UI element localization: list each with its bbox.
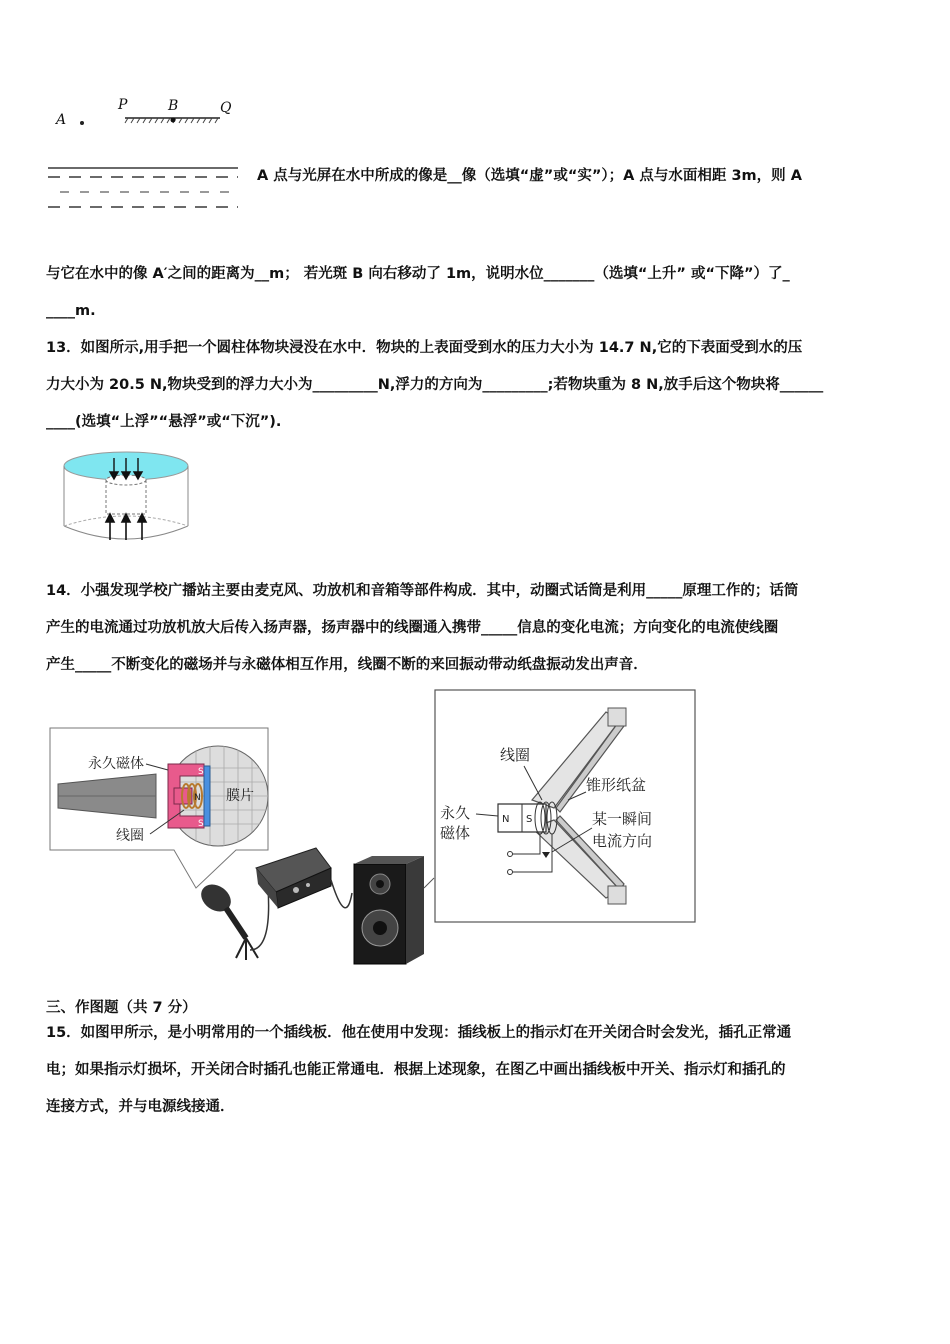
q13-line2: 力大小为 20.5 N,物块受到的浮力大小为_________N,浮力的方向为_________;若物块重为 8 N,放手后这个物块将______ bbox=[46, 377, 824, 393]
point-a-label: A bbox=[56, 112, 67, 128]
mic-magnet-label: 永久磁体 bbox=[88, 756, 144, 772]
point-b-label: B bbox=[168, 98, 179, 114]
q15-line1: 15．如图甲所示，是小明常用的一个插线板．他在使用中发现：插线板上的指示灯在开关闭合时会发光，插孔正常通 bbox=[46, 1025, 792, 1041]
mic-pole-s-top: S bbox=[198, 767, 204, 777]
speaker-coil-label: 线圈 bbox=[500, 746, 531, 764]
q13-line1: 13．如图所示,用手把一个圆柱体物块浸没在水中．物块的上表面受到水的压力大小为 14.7 N,它的下表面受到水的压 bbox=[46, 340, 803, 356]
q15-line2: 电；如果指示灯损坏，开关闭合时插孔也能正常通电．根据上述现象，在图乙中画出插线板中开关、指示灯和插孔的 bbox=[46, 1062, 786, 1078]
q12-line1: A 点与光屏在水中所成的像是__像（选填“虚”或“实”）；A 点与水面相距 3m，则 A bbox=[257, 168, 802, 184]
speaker-cone-label: 锥形纸盆 bbox=[586, 776, 647, 794]
broadcast-system-figure bbox=[46, 688, 701, 970]
light-screen-pq bbox=[120, 112, 230, 126]
q14-line2: 产生的电流通过功放机放大后传入扬声器，扬声器中的线圈通入携带_____信息的变化电流；方向变化的电流使线圈 bbox=[46, 620, 779, 636]
mic-diaphragm bbox=[204, 766, 210, 826]
speaker-magnet-label-1: 永久 bbox=[440, 804, 471, 822]
light-spot-b bbox=[171, 118, 176, 123]
speaker-cabinet-photo bbox=[354, 856, 424, 964]
section3-heading: 三、作图题（共 7 分） bbox=[46, 1000, 197, 1016]
mic-pole-s-bottom: S bbox=[198, 819, 204, 829]
amplifier-photo bbox=[256, 848, 331, 908]
speaker-current-label-2: 电流方向 bbox=[592, 832, 653, 850]
point-q-label: Q bbox=[220, 100, 232, 116]
q15-line3: 连接方式，并与电源线接通． bbox=[46, 1099, 235, 1115]
q13-line3: ____(选填“上浮”“悬浮”或“下沉”). bbox=[46, 414, 282, 430]
speaker-current-label-1: 某一瞬间 bbox=[592, 810, 653, 828]
speaker-pole-s: S bbox=[526, 814, 533, 825]
speaker-pole-n: N bbox=[502, 814, 510, 825]
water-surface-lines bbox=[46, 165, 242, 215]
q14-line1: 14．小强发现学校广播站主要由麦克风、功放机和音箱等部件构成．其中，动圈式话筒是利用_____原理工作的；话筒 bbox=[46, 583, 799, 599]
q12-line3: ____m. bbox=[46, 303, 96, 319]
mic-coil-label: 线圈 bbox=[116, 828, 144, 844]
q12-line2: 与它在水中的像 A′之间的距离为__m； 若光斑 B 向右移动了 1m，说明水位_______（选填“上升” 或“下降”）了_ bbox=[46, 266, 790, 282]
water-tank-figure bbox=[60, 444, 195, 544]
upward-force-arrows bbox=[106, 514, 146, 540]
point-a-dot bbox=[80, 121, 84, 125]
mic-diaphragm-label: 膜片 bbox=[226, 788, 254, 804]
q14-line3: 产生_____不断变化的磁场并与永磁体相互作用，线圈不断的来回振动带动纸盘振动发出声音． bbox=[46, 657, 648, 673]
mic-pole-n: N bbox=[194, 793, 201, 803]
point-p-label: P bbox=[118, 97, 128, 113]
microphone-photo bbox=[196, 879, 258, 960]
speaker-magnet-label-2: 磁体 bbox=[440, 824, 471, 842]
